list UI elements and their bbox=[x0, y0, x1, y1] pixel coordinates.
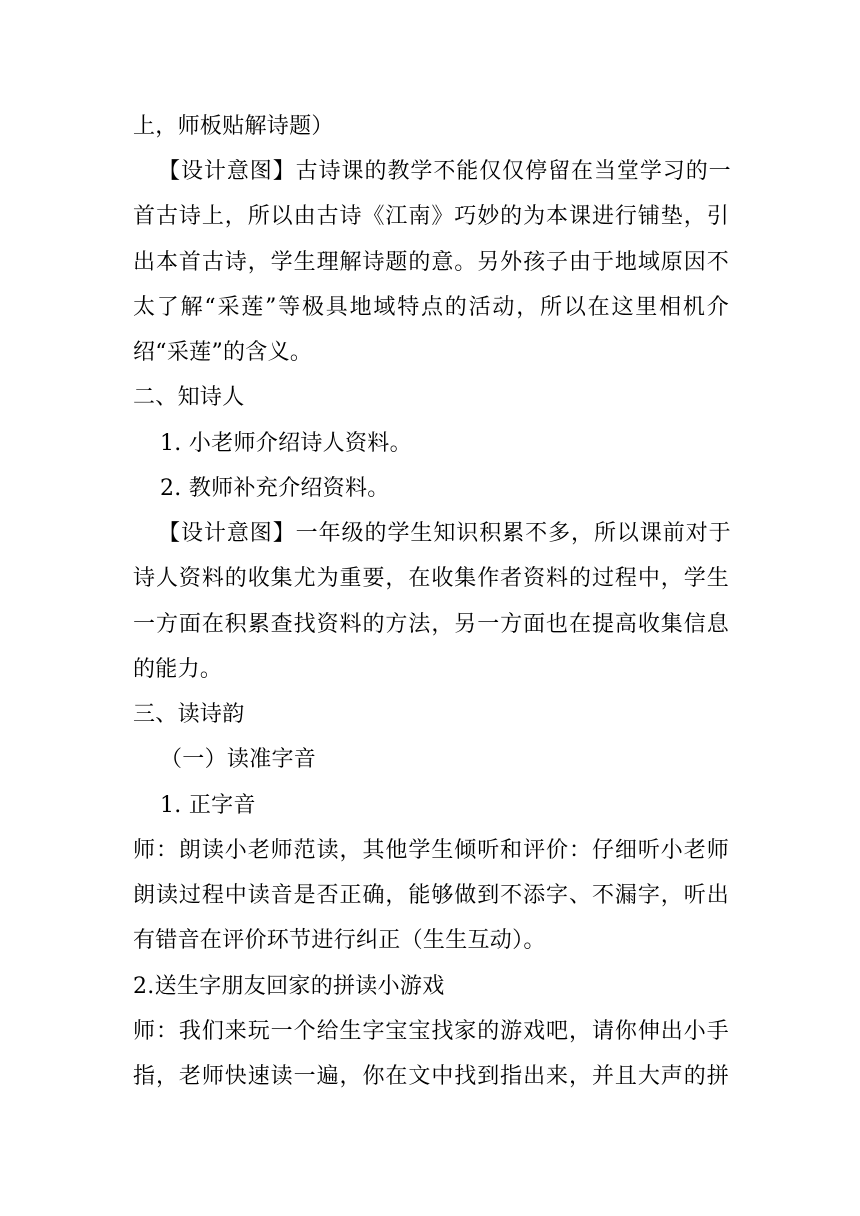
teacher-line-5: 指，老师快速读一遍，你在文中找到指出来，并且大声的拼 bbox=[133, 1064, 729, 1089]
subsection-heading-1: （一）读准字音 bbox=[160, 747, 317, 772]
design-intent-2-line-2: 诗人资料的收集尤为重要，在收集作者资料的过程中，学生 bbox=[133, 566, 729, 591]
design-intent-1-line-5: 绍“采莲”的含义。 bbox=[133, 340, 313, 365]
design-intent-2-line-1: 【设计意图】一年级的学生知识积累不多，所以课前对于 bbox=[158, 521, 731, 546]
section-heading-2: 二、知诗人 bbox=[133, 385, 245, 410]
list-item-1: 1. 小老师介绍诗人资料。 bbox=[160, 431, 412, 456]
teacher-line-1: 师：朗读小老师范读，其他学生倾听和评价：仔细听小老师 bbox=[133, 838, 729, 863]
design-intent-2-line-3: 一方面在积累查找资料的方法，另一方面也在提高收集信息 bbox=[133, 612, 729, 637]
design-intent-1-line-2: 首古诗上，所以由古诗《江南》巧妙的为本课进行铺垫，引 bbox=[133, 204, 729, 229]
list-item-2: 2. 教师补充介绍资料。 bbox=[160, 476, 390, 501]
teacher-line-3: 有错音在评价环节进行纠正（生生互动）。 bbox=[133, 928, 546, 953]
design-intent-2-line-4: 的能力。 bbox=[133, 657, 223, 682]
design-intent-1-line-1: 【设计意图】古诗课的教学不能仅仅停留在当堂学习的一 bbox=[158, 159, 731, 184]
teacher-line-2: 朗读过程中读音是否正确，能够做到不添字、不漏字，听出 bbox=[133, 883, 729, 908]
design-intent-1-line-4: 太了解“采莲”等极具地域特点的活动，所以在这里相机介 bbox=[133, 295, 729, 320]
design-intent-1-line-3: 出本首古诗，学生理解诗题的意。另外孩子由于地域原因不 bbox=[133, 250, 729, 275]
teacher-line-4: 师：我们来玩一个给生字宝宝找家的游戏吧，请你伸出小手 bbox=[133, 1019, 729, 1044]
activity-heading: 2.送生字朋友回家的拼读小游戏 bbox=[133, 974, 445, 999]
list-item-3: 1. 正字音 bbox=[160, 793, 256, 818]
text-line-1: 上，师板贴解诗题） bbox=[133, 114, 334, 139]
section-heading-3: 三、读诗韵 bbox=[133, 702, 245, 727]
